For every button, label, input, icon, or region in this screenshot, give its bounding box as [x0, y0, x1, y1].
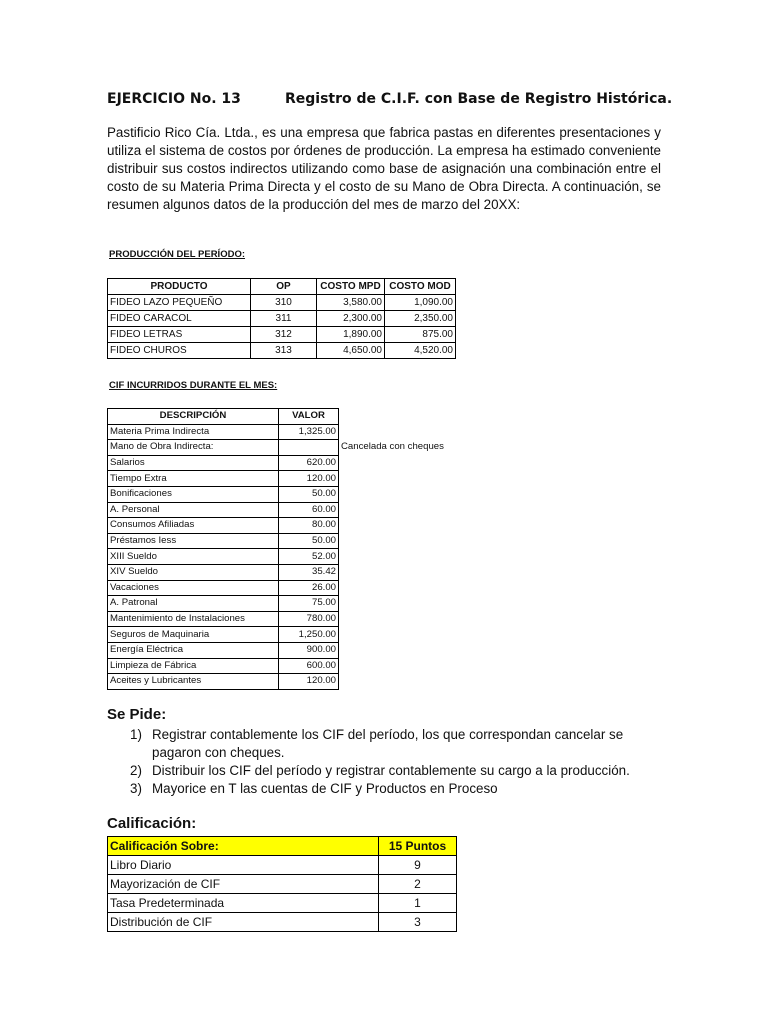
- product-costo-mpd: 4,650.00: [317, 343, 385, 359]
- se-pide-list: [130, 726, 664, 798]
- exercise-heading: [107, 91, 672, 107]
- col-header-producto: PRODUCTO: [108, 279, 251, 295]
- table-row: [108, 311, 456, 327]
- cif-description: Consumos Afiliadas: [108, 518, 279, 534]
- cif-description: Préstamos Iess: [108, 533, 279, 549]
- list-item: [130, 780, 664, 798]
- table-row: [108, 627, 339, 643]
- calificacion-points: 1: [379, 894, 457, 913]
- cif-value: 35.42: [279, 564, 339, 580]
- cif-value: 60.00: [279, 502, 339, 518]
- table-row: [108, 611, 339, 627]
- col-header-op: OP: [251, 279, 317, 295]
- calificacion-table: [107, 836, 457, 932]
- table-row: [108, 596, 339, 612]
- col-header-valor: VALOR: [279, 409, 339, 425]
- cif-description: Salarios: [108, 455, 279, 471]
- cif-description: Vacaciones: [108, 580, 279, 596]
- table-row: [108, 856, 457, 875]
- product-costo-mpd: 3,580.00: [317, 295, 385, 311]
- table-row: [108, 894, 457, 913]
- col-header-costo-mpd: COSTO MPD: [317, 279, 385, 295]
- product-costo-mod: 1,090.00: [385, 295, 456, 311]
- calificacion-points: 3: [379, 913, 457, 932]
- product-op: 312: [251, 327, 317, 343]
- cif-value: 1,325.00: [279, 424, 339, 440]
- calificacion-header-label: Calificación Sobre:: [108, 837, 379, 856]
- cif-value: 900.00: [279, 642, 339, 658]
- calificacion-header-points: 15 Puntos: [379, 837, 457, 856]
- calificacion-points: 2: [379, 875, 457, 894]
- col-header-costo-mod: COSTO MOD: [385, 279, 456, 295]
- cif-subtitle: CIF INCURRIDOS DURANTE EL MES:: [109, 380, 278, 391]
- table-row: [108, 533, 339, 549]
- product-costo-mpd: 1,890.00: [317, 327, 385, 343]
- exercise-title: Registro de C.I.F. con Base de Registro Histórica.: [285, 91, 673, 107]
- calificacion-item: Distribución de CIF: [108, 913, 379, 932]
- table-row: [108, 875, 457, 894]
- cif-value: 52.00: [279, 549, 339, 565]
- cif-value: 26.00: [279, 580, 339, 596]
- calificacion-item: Libro Diario: [108, 856, 379, 875]
- cif-description: Bonificaciones: [108, 486, 279, 502]
- cif-value: 780.00: [279, 611, 339, 627]
- table-row: [108, 295, 456, 311]
- cif-description: XIV Sueldo: [108, 564, 279, 580]
- cif-description: XIII Sueldo: [108, 549, 279, 565]
- cif-payment-note: Cancelada con cheques: [341, 441, 444, 452]
- cif-description: A. Personal: [108, 502, 279, 518]
- production-subtitle: PRODUCCIÓN DEL PERÍODO:: [109, 249, 246, 260]
- cif-value: [279, 440, 339, 456]
- product-op: 310: [251, 295, 317, 311]
- cif-value: 120.00: [279, 471, 339, 487]
- col-header-descripcion: DESCRIPCIÓN: [108, 409, 279, 425]
- se-pide-heading: Se Pide:: [107, 706, 167, 723]
- list-item-text: Registrar contablemente los CIF del período, los que correspondan cancelar se pagaron con cheques.: [152, 727, 624, 760]
- calificacion-item: Mayorización de CIF: [108, 875, 379, 894]
- table-row: [108, 327, 456, 343]
- product-op: 313: [251, 343, 317, 359]
- product-op: 311: [251, 311, 317, 327]
- cif-description: A. Patronal: [108, 596, 279, 612]
- cif-description: Tiempo Extra: [108, 471, 279, 487]
- table-row: [108, 471, 339, 487]
- product-name: FIDEO CARACOL: [108, 311, 251, 327]
- table-row: [108, 658, 339, 674]
- list-item-text: Mayorice en T las cuentas de CIF y Productos en Proceso: [152, 781, 498, 796]
- table-row: [108, 674, 339, 690]
- cif-header-row: [108, 409, 339, 425]
- table-row: [108, 913, 457, 932]
- table-row: [108, 440, 339, 456]
- cif-description: Materia Prima Indirecta: [108, 424, 279, 440]
- product-name: FIDEO CHUROS: [108, 343, 251, 359]
- product-costo-mpd: 2,300.00: [317, 311, 385, 327]
- cif-value: 600.00: [279, 658, 339, 674]
- exercise-number: EJERCICIO No. 13: [107, 91, 241, 107]
- cif-description: Mano de Obra Indirecta:: [108, 440, 279, 456]
- table-row: [108, 564, 339, 580]
- product-name: FIDEO LAZO PEQUEÑO: [108, 295, 251, 311]
- cif-description: Limpieza de Fábrica: [108, 658, 279, 674]
- cif-value: 80.00: [279, 518, 339, 534]
- product-costo-mod: 4,520.00: [385, 343, 456, 359]
- cif-value: 1,250.00: [279, 627, 339, 643]
- list-item: [130, 762, 664, 780]
- production-table: [107, 278, 456, 359]
- cif-table: [107, 408, 339, 690]
- table-row: [108, 455, 339, 471]
- cif-value: 75.00: [279, 596, 339, 612]
- list-item: [130, 726, 664, 762]
- calificacion-points: 9: [379, 856, 457, 875]
- list-item-number: 2): [130, 763, 142, 778]
- cif-description: Mantenimiento de Instalaciones: [108, 611, 279, 627]
- cif-description: Aceites y Lubricantes: [108, 674, 279, 690]
- cif-value: 120.00: [279, 674, 339, 690]
- table-row: [108, 486, 339, 502]
- table-row: [108, 549, 339, 565]
- production-header-row: [108, 279, 456, 295]
- table-row: [108, 580, 339, 596]
- table-row: [108, 343, 456, 359]
- product-costo-mod: 2,350.00: [385, 311, 456, 327]
- list-item-text: Distribuir los CIF del período y registrar contablemente su cargo a la producción.: [152, 763, 630, 778]
- product-costo-mod: 875.00: [385, 327, 456, 343]
- cif-value: 50.00: [279, 486, 339, 502]
- calificacion-header-row: [108, 837, 457, 856]
- product-name: FIDEO LETRAS: [108, 327, 251, 343]
- table-row: [108, 518, 339, 534]
- table-row: [108, 502, 339, 518]
- cif-value: 50.00: [279, 533, 339, 549]
- intro-paragraph: Pastificio Rico Cía. Ltda., es una empresa que fabrica pastas en diferentes presentaciones y utiliza el sistema de costos por órdenes de producción. La empresa ha estimado conveniente distribuir sus costos indirectos utilizando como base de asignación una combinación entre el costo de su Materia Prima Directa y el costo de su Mano de Obra Directa. A continuación, se resumen algunos datos de la producción del mes de marzo del 20XX:: [107, 125, 661, 212]
- calificacion-item: Tasa Predeterminada: [108, 894, 379, 913]
- list-item-number: 3): [130, 781, 142, 796]
- cif-value: 620.00: [279, 455, 339, 471]
- table-row: [108, 642, 339, 658]
- cif-description: Energía Eléctrica: [108, 642, 279, 658]
- list-item-number: 1): [130, 727, 142, 742]
- table-row: [108, 424, 339, 440]
- cif-description: Seguros de Maquinaria: [108, 627, 279, 643]
- calificacion-heading: Calificación:: [107, 815, 197, 832]
